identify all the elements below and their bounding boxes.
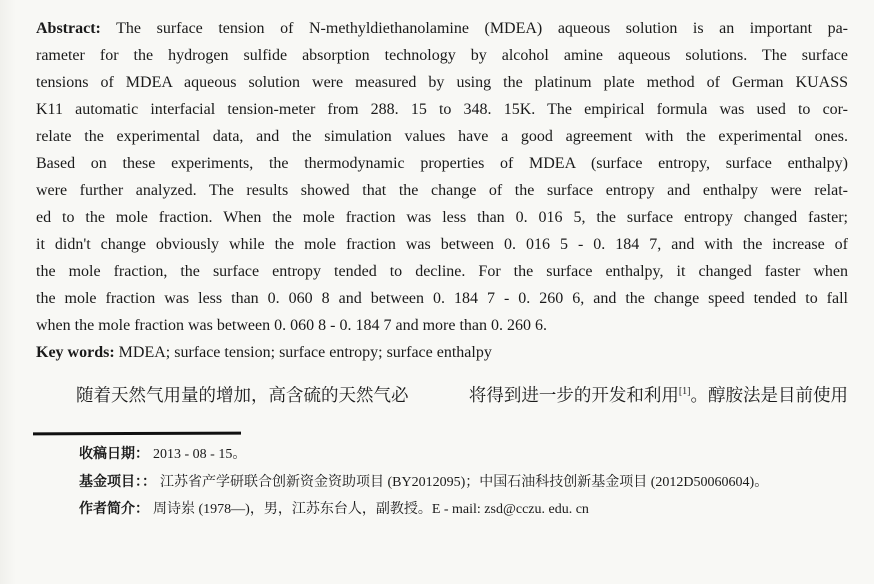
keywords-text: MDEA; surface tension; surface entropy; surface enthalpy [118,344,492,361]
abstract-label: Abstract: [36,20,101,37]
intro-right-column-post: 。醇胺法是目前使用 [690,385,848,405]
abstract-line-1 [36,15,848,42]
citation-ref: [1] [678,386,691,398]
footnote-funding-text: 江苏省产学研联合创新资金资助项目 (BY2012095)；中国石油科技创新基金项目 (2012D50060604)。 [160,474,769,490]
footnote-received-date [79,441,854,469]
footnote-author-bio-label: 作者简介： [79,502,149,517]
intro-right-column-text [469,382,848,408]
footnote-separator-line [33,432,241,436]
abstract-line-11: the mole fraction was less than 0. 060 8 and between 0. 184 7 - 0. 260 6, and the change speed tended to fall [36,290,848,307]
abstract-line-6: Based on these experiments, the thermodynamic properties of MDEA (surface entropy, surface enthalpy) [36,155,848,172]
abstract-line-8: ed to the mole fraction. When the mole fraction was less than 0. 016 5, the surface entropy changed faster; [36,209,848,226]
keywords-line [36,339,848,366]
abstract-line-3: tensions of MDEA aqueous solution were measured by using the platinum plate method of German KUASS [36,74,848,91]
intro-left-column-text: 随着天然气用量的增加，高含硫的天然气必 [76,385,409,405]
abstract-line-4: K11 automatic interfacial tension-meter from 288. 15 to 348. 15K. The empirical formula was used to cor- [36,101,848,118]
footnote-author-bio-text: 周诗岽 (1978—)，男，江苏东台人，副教授。E - mail: zsd@cczu. edu. cn [153,502,589,517]
footnote-received-date-label: 收稿日期： [79,447,149,462]
intro-paragraph-first-line [36,382,848,408]
footnote-author-bio [79,496,854,524]
footnote-funding-label: 基金项目：： [79,474,156,490]
abstract-line-5: relate the experimental data, and the simulation values have a good agreement with the experimental ones. [36,128,848,145]
footnote-received-date-text: 2013 - 08 - 15。 [153,447,247,462]
abstract-line-2: rameter for the hydrogen sulfide absorption technology by alcohol amine aqueous solutions. The surface [36,47,848,64]
abstract-line-7: were further analyzed. The results showed that the change of the surface entropy and enthalpy were relat- [36,182,848,199]
abstract-line-text: The surface tension of N-methyldiethanolamine (MDEA) aqueous solution is an important pa- [116,20,848,37]
intro-right-column-pre: 将得到进一步的开发和利用 [468,385,679,405]
abstract-line-10: the mole fraction, the surface entropy tended to decline. For the surface enthalpy, it changed faster when [36,263,848,280]
keywords-label: Key words: [36,344,115,361]
abstract-line-9: it didn't change obviously while the mole fraction was between 0. 016 5 - 0. 184 7, and with the increase of [36,236,848,253]
footnote-funding [79,469,854,497]
abstract-section [36,15,848,366]
footnotes-section [79,441,854,524]
abstract-line-12: when the mole fraction was between 0. 060 8 - 0. 184 7 and more than 0. 260 6. [36,317,547,334]
